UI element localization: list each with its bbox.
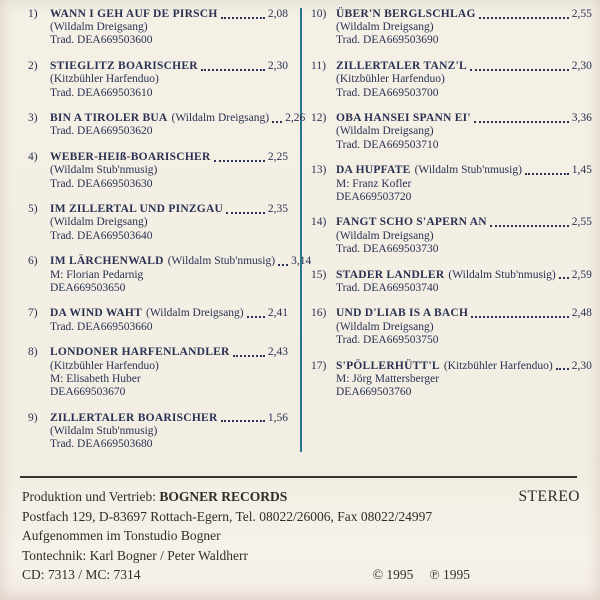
track-duration: 2,59 bbox=[571, 268, 592, 281]
recorded-line: Aufgenommen im Tonstudio Bogner bbox=[22, 528, 221, 543]
track-detail: (Kitzbühler Harfenduo) bbox=[50, 359, 159, 372]
track-duration: 2,30 bbox=[571, 359, 592, 372]
track-detail: Trad. DEA669503620 bbox=[50, 125, 153, 138]
track-duration: 1,45 bbox=[571, 164, 592, 177]
footer bbox=[22, 487, 580, 585]
track-duration: 2,25 bbox=[267, 151, 288, 164]
track-detail: Trad. DEA669503740 bbox=[336, 281, 439, 294]
track-detail: Trad. DEA669503730 bbox=[336, 242, 439, 255]
dotted-leader bbox=[201, 69, 265, 71]
track-item bbox=[311, 216, 592, 256]
track-performer-inline: (Kitzbühler Harfenduo) bbox=[443, 359, 553, 372]
track-title: DA WIND WAHT bbox=[50, 307, 143, 320]
track-item bbox=[311, 60, 592, 100]
track-detail: Trad. DEA669503700 bbox=[336, 86, 439, 99]
track-number: 10) bbox=[311, 8, 327, 20]
track-item bbox=[28, 307, 288, 333]
track-title: STIEGLITZ BOARISCHER bbox=[50, 60, 198, 73]
track-title: IM ZILLERTAL UND PINZGAU bbox=[50, 203, 224, 216]
track-detail: (Wildalm Stub'nmusig) bbox=[50, 164, 158, 177]
track-performer-inline: (Wildalm Stub'nmusig) bbox=[448, 268, 556, 281]
engineering-line: Tontechnik: Karl Bogner / Peter Waldherr bbox=[22, 547, 249, 563]
track-detail: Trad. DEA669503750 bbox=[336, 333, 439, 346]
track-title: FANGT SCHO S'APERN AN bbox=[336, 216, 487, 229]
track-item bbox=[28, 255, 312, 295]
dotted-leader bbox=[474, 121, 569, 123]
track-duration: 2,35 bbox=[267, 203, 288, 216]
track-title: WEBER-HEIß-BOARISCHER bbox=[50, 151, 211, 164]
dotted-leader bbox=[479, 17, 569, 19]
track-title: LONDONER HARFENLANDLER bbox=[50, 346, 230, 359]
dotted-leader bbox=[226, 212, 265, 214]
track-performer-inline: (Wildalm Stub'nmusig) bbox=[167, 255, 276, 268]
track-performer-inline: (Wildalm Stub'nmusig) bbox=[414, 164, 522, 177]
stereo-label: STEREO bbox=[518, 488, 580, 505]
track-duration: 2,55 bbox=[571, 8, 592, 20]
catalog-numbers: CD: 7313 / MC: 7314 bbox=[22, 567, 141, 582]
track-item bbox=[28, 60, 288, 100]
track-duration: 3,36 bbox=[571, 112, 592, 125]
track-duration: 2,48 bbox=[571, 307, 592, 320]
dotted-leader bbox=[233, 355, 265, 357]
track-detail: (Kitzbühler Harfenduo) bbox=[50, 73, 159, 86]
track-detail: Trad. DEA669503690 bbox=[336, 34, 439, 47]
track-number: 5) bbox=[28, 203, 38, 216]
track-item bbox=[311, 269, 592, 295]
horizontal-divider bbox=[20, 476, 577, 478]
track-detail: (Wildalm Dreigsang) bbox=[50, 21, 148, 34]
track-performer-inline: (Wildalm Dreigsang) bbox=[171, 112, 270, 125]
track-detail: (Wildalm Stub'nmusig) bbox=[50, 424, 158, 437]
dotted-leader bbox=[490, 225, 569, 227]
track-detail: Trad. DEA669503640 bbox=[50, 229, 153, 242]
track-item bbox=[311, 164, 592, 204]
track-detail: M: Elisabeth Huber bbox=[50, 372, 141, 385]
track-detail: Trad. DEA669503660 bbox=[50, 320, 153, 333]
track-number: 6) bbox=[28, 255, 38, 268]
track-number: 1) bbox=[28, 8, 38, 20]
track-number: 13) bbox=[311, 164, 327, 177]
dotted-leader bbox=[556, 368, 569, 370]
track-title: STADER LANDLER bbox=[336, 268, 445, 281]
track-duration: 2,55 bbox=[571, 216, 592, 229]
track-detail: (Wildalm Dreigsang) bbox=[336, 125, 434, 138]
track-item bbox=[28, 151, 288, 191]
track-title: UND D'LIAB IS A BACH bbox=[336, 307, 469, 320]
track-number: 12) bbox=[311, 112, 327, 125]
track-detail: (Kitzbühler Harfenduo) bbox=[336, 73, 445, 86]
track-number: 2) bbox=[28, 60, 38, 73]
track-duration: 2,30 bbox=[267, 60, 288, 73]
track-title: IM LÄRCHENWALD bbox=[50, 255, 164, 268]
track-duration: 2,41 bbox=[267, 307, 288, 320]
track-performer-inline: (Wildalm Dreigsang) bbox=[146, 307, 244, 320]
track-item bbox=[311, 360, 592, 400]
track-item bbox=[28, 8, 288, 48]
track-detail: Trad. DEA669503630 bbox=[50, 177, 153, 190]
phonogram-year: ℗ 1995 bbox=[429, 567, 470, 582]
track-duration: 2,43 bbox=[267, 346, 288, 359]
copyright-line bbox=[373, 565, 470, 585]
track-duration: 2,30 bbox=[571, 60, 592, 73]
track-number: 17) bbox=[311, 359, 327, 372]
production-label: Produktion und Vertrieb: bbox=[22, 489, 156, 504]
track-item bbox=[311, 8, 592, 48]
track-detail: DEA669503670 bbox=[50, 385, 126, 398]
track-item bbox=[311, 307, 592, 347]
track-number: 7) bbox=[28, 307, 38, 320]
dotted-leader bbox=[221, 420, 265, 422]
dotted-leader bbox=[272, 121, 282, 123]
track-detail: Trad. DEA669503610 bbox=[50, 86, 153, 99]
track-title: ZILLERTALER BOARISCHER bbox=[50, 411, 218, 424]
address-line: Postfach 129, D-83697 Rottach-Egern, Tel. 08022/26006, Fax 08022/24997 bbox=[22, 508, 433, 524]
label-name: BOGNER RECORDS bbox=[159, 489, 288, 504]
track-duration: 3,14 bbox=[291, 255, 312, 268]
track-number: 8) bbox=[28, 346, 38, 359]
tracklist-column-right bbox=[302, 8, 600, 452]
track-title: OBA HANSEI SPANN EI' bbox=[336, 112, 471, 125]
dotted-leader bbox=[559, 277, 569, 279]
track-title: BIN A TIROLER BUA bbox=[50, 112, 168, 125]
track-item bbox=[28, 203, 288, 243]
track-item bbox=[28, 412, 288, 452]
track-number: 11) bbox=[311, 60, 326, 73]
track-number: 16) bbox=[311, 307, 327, 320]
track-number: 15) bbox=[311, 268, 327, 281]
track-detail: Trad. DEA669503710 bbox=[336, 138, 439, 151]
track-item bbox=[28, 346, 288, 399]
track-number: 14) bbox=[311, 216, 327, 229]
track-detail: DEA669503760 bbox=[336, 385, 412, 398]
track-title: ZILLERTALER TANZ'L bbox=[336, 60, 467, 73]
track-title: WANN I GEH AUF DE PIRSCH bbox=[50, 8, 218, 20]
track-title: ÜBER'N BERGLSCHLAG bbox=[336, 8, 476, 20]
track-duration: 2,26 bbox=[285, 112, 306, 125]
track-title: S'PÖLLERHÜTT'L bbox=[336, 359, 440, 372]
dotted-leader bbox=[525, 173, 569, 175]
track-number: 4) bbox=[28, 151, 38, 164]
copyright-year: © 1995 bbox=[372, 567, 414, 582]
track-duration: 1,56 bbox=[267, 411, 288, 424]
track-number: 3) bbox=[28, 112, 38, 125]
dotted-leader bbox=[214, 160, 265, 162]
track-detail: Trad. DEA669503600 bbox=[50, 34, 153, 47]
track-title: DA HUPFATE bbox=[336, 164, 411, 177]
track-detail: Trad. DEA669503680 bbox=[50, 438, 153, 451]
tracklist-column-left bbox=[0, 8, 312, 452]
track-detail: (Wildalm Dreigsang) bbox=[336, 320, 434, 333]
track-detail: (Wildalm Dreigsang) bbox=[50, 216, 148, 229]
track-item bbox=[28, 112, 306, 138]
track-detail: M: Florian Pedarnig bbox=[50, 268, 144, 281]
dotted-leader bbox=[278, 264, 288, 266]
track-duration: 2,08 bbox=[267, 8, 288, 20]
track-detail: (Wildalm Dreigsang) bbox=[336, 21, 434, 34]
track-item bbox=[311, 112, 592, 152]
dotted-leader bbox=[471, 316, 569, 318]
track-detail: DEA669503650 bbox=[50, 281, 126, 294]
production-line bbox=[22, 487, 287, 507]
track-detail: M: Franz Kofler bbox=[336, 177, 412, 190]
track-detail: M: Jörg Mattersberger bbox=[336, 372, 440, 385]
track-detail: DEA669503720 bbox=[336, 190, 412, 203]
dotted-leader bbox=[247, 316, 265, 318]
dotted-leader bbox=[221, 17, 265, 19]
track-number: 9) bbox=[28, 411, 38, 424]
dotted-leader bbox=[470, 69, 569, 71]
track-detail: (Wildalm Dreigsang) bbox=[336, 229, 434, 242]
